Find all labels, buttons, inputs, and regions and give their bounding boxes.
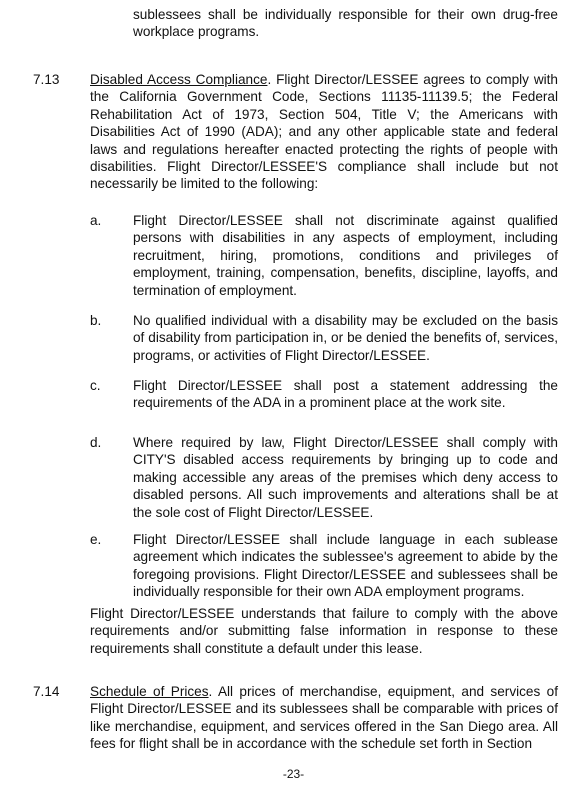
section-title: Schedule of Prices [90, 684, 209, 699]
item-label: a. [90, 213, 102, 228]
section-number: 7.14 [33, 684, 60, 699]
item-label: e. [90, 532, 102, 547]
item-text: Flight Director/LESSEE shall not discriminate against qualified persons with disabilities in any aspects of employment, including recruitment, hiring, promotions, conditions and privileges of employment, training, compensation, benefits, discipline, layoffs, and termination of employment. [133, 213, 558, 298]
item-text: Where required by law, Flight Director/LESSEE shall comply with CITY'S disabled access requirements by bringing up to code and making accessible any areas of the premises which deny access to disabled persons. All such improvements and alterations shall be at the sole cost of Flight Director/LESSEE. [133, 435, 558, 520]
section-body: . All prices of merchandise, equipment, and services of Flight Director/LESSEE and its sublessees shall be comparable with prices of like merchandise, equipment, and services offered in the San Diego area. All fees for flight shall be in accordance with the schedule set forth in Section [90, 684, 559, 752]
item-text: No qualified individual with a disability may be excluded on the basis of disability from participation in, or be denied the benefits of, services, programs, or activities of Flight Director/LESSEE. [133, 313, 558, 363]
item-label: d. [90, 435, 102, 450]
page-number: -23- [282, 767, 305, 781]
section-number: 7.13 [33, 72, 60, 87]
continuation-paragraph: sublessees shall be individually responsible for their own drug-free workplace programs. [133, 7, 558, 40]
item-label: c. [90, 378, 101, 393]
item-text: Flight Director/LESSEE shall post a statement addressing the requirements of the ADA in a prominent place at the work site. [133, 378, 558, 411]
section-title: Disabled Access Compliance [90, 72, 268, 87]
section-paragraph [90, 71, 558, 193]
section-body: . Flight Director/LESSEE agrees to comply with the California Government Code, Sections 11135-11139.5; the Federal Rehabilitation Act of 1973, Section 504, Title V; the Americans with Disabilities Act of 1990 (ADA); and any other applicable state and federal laws and regulations hereafter enacted protecting the rights of people with disabilities. Flight Director/LESSEE'S compliance shall include but not necessarily be limited to the following: [90, 72, 558, 192]
closing-paragraph: Flight Director/LESSEE understands that failure to comply with the above requirements and/or submitting false information in response to these requirements shall constitute a default under this lease. [90, 606, 558, 656]
section-paragraph [90, 683, 558, 753]
item-label: b. [90, 313, 102, 328]
item-text: Flight Director/LESSEE shall include language in each sublease agreement which indicates the sublessee's agreement to abide by the foregoing provisions. Flight Director/LESSEE and sublessees shall be individually responsible for their own ADA employment programs. [133, 532, 558, 600]
